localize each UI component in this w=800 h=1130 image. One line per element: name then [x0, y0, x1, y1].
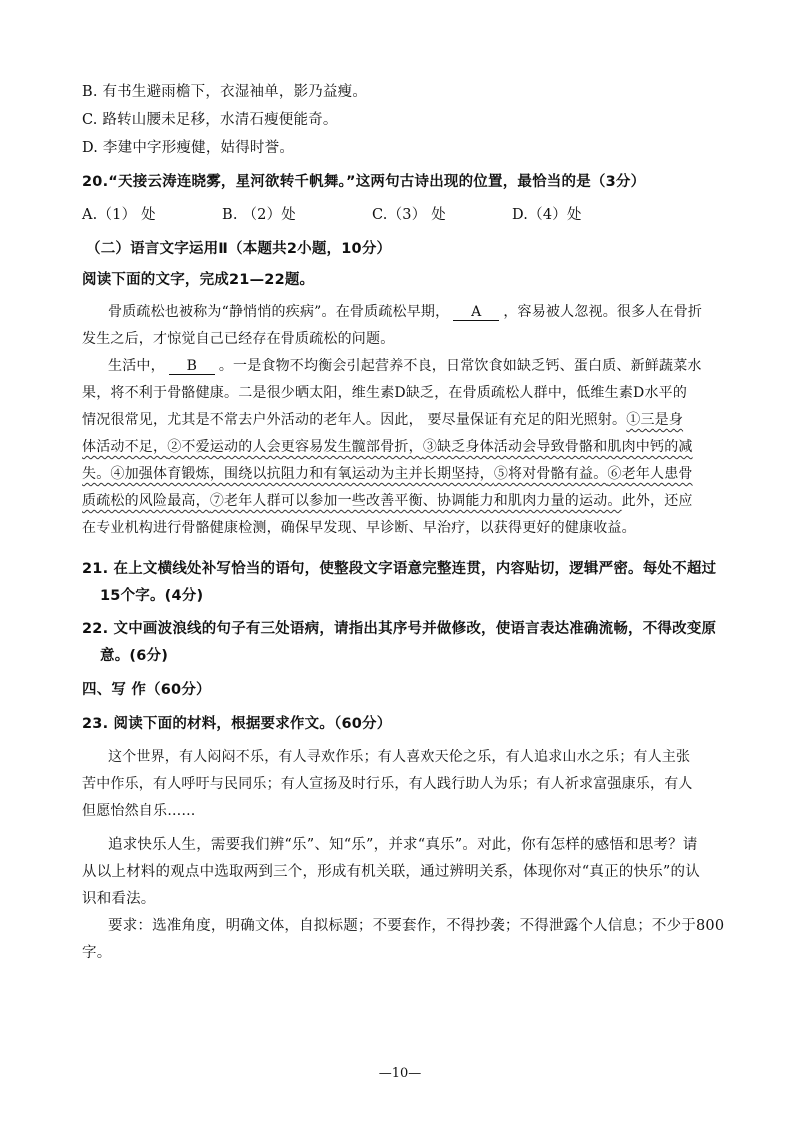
- wavy-sentence-2: ②不爱运动的人会更容易发生髋部骨折，: [167, 439, 423, 455]
- q23-requirements-line2: 字。: [82, 945, 112, 961]
- passage-p2-line3: [82, 409, 683, 429]
- q23-stem: 23. 阅读下面的材料，根据要求作文。（60分）: [82, 716, 392, 732]
- q23-task-line1: 追求快乐人生，需要我们辨“乐”、知“乐”，并求“真乐”。对此，你有怎样的感悟和思考？请: [108, 837, 698, 853]
- q23-task-line3: 识和看法。: [82, 891, 156, 907]
- passage-text: 此外，还应: [621, 493, 693, 509]
- wavy-sentence-7: ⑦老年人群可以参加一些改善平衡、协调能力和肌肉力量的运动。: [209, 493, 622, 509]
- passage-p2-line2: 果，将不利于骨骼健康。二是很少晒太阳，维生素D缺乏，在骨质疏松人群中，低维生素D水平的: [82, 385, 688, 401]
- passage-text: 生活中，: [108, 358, 165, 374]
- wavy-sentence-4: ④加强体育锻炼，围绕以抗阻力和有氧运动为主并长期坚持，: [110, 466, 494, 482]
- wavy-sentence-3-cont: 失。: [82, 466, 111, 482]
- q20-option-d: D.（4）处: [512, 207, 582, 223]
- passage-p2-line5: [82, 463, 693, 483]
- passage-text: 骨质疏松也被称为“静悄悄的疾病”。在骨质疏松早期，: [108, 304, 450, 320]
- q23-material-line3: 但愿怡然自乐……: [82, 803, 196, 819]
- passage-p2-line7: 在专业机构进行骨骼健康检测，确保早发现、早诊断、早治疗，以获得更好的健康收益。: [82, 520, 636, 536]
- q23-requirements-line1: 要求：选准角度，明确文体，自拟标题；不要套作，不得抄袭；不得泄露个人信息；不少于800: [108, 918, 725, 934]
- q19-option-d: D. 李建中字形瘦健，姑得时誉。: [82, 140, 295, 156]
- wavy-sentence-5: ⑤将对骨骼有益。: [493, 466, 608, 482]
- q20-options: [82, 203, 582, 224]
- q22-line2: 意。(6分): [100, 648, 169, 664]
- passage-p2-line1: [108, 355, 702, 375]
- passage-p2-line4: [82, 436, 693, 456]
- page-number: —10—: [378, 1066, 422, 1081]
- passage-p2-line6: [82, 490, 693, 510]
- q20-stem: 20.“天接云涛连晓雾，星河欲转千帆舞。”这两句古诗出现的位置，最恰当的是（3分）: [82, 174, 646, 190]
- passage-p1-line2: 发生之后，才惊觉自己已经存在骨质疏松的问题。: [82, 331, 395, 347]
- q23-material-line1: 这个世界，有人闷闷不乐，有人寻欢作乐；有人喜欢天伦之乐，有人追求山水之乐；有人主张: [108, 749, 691, 765]
- blank-b: B: [169, 358, 215, 375]
- q20-option-a: A.（1） 处: [82, 207, 156, 223]
- q21-line2: 15个字。(4分): [100, 588, 204, 604]
- wavy-sentence-1-cont: 体活动不足，: [82, 439, 168, 455]
- wavy-sentence-6: ⑥老年人患骨: [607, 466, 693, 482]
- q23-material-line2: 苦中作乐，有人呼吁与民同乐；有人宣扬及时行乐，有人践行助人为乐；有人祈求富强康乐，有人: [82, 776, 693, 792]
- passage-text: 。一是食物不均衡会引起营养不良，日常饮食如缺乏钙、蛋白质、新鲜蔬菜水: [218, 358, 702, 374]
- wavy-sentence-3: ③缺乏身体活动会导致骨骼和肌肉中钙的减: [422, 439, 693, 455]
- section4-title: 四、写 作（60分）: [82, 682, 211, 698]
- q23-task-line2: 从以上材料的观点中选取两到三个，形成有机关联，通过辨明关系，体现你对“真正的快乐”的认: [82, 864, 700, 880]
- section2-instruction: 阅读下面的文字，完成21—22题。: [82, 272, 315, 288]
- passage-text: ，容易被人忽视。很多人在骨折: [503, 304, 703, 320]
- q20-option-b: B. （2）处: [222, 207, 296, 223]
- wavy-sentence-1: ①三是身: [626, 412, 684, 428]
- section2-title: （二）语言文字运用Ⅱ（本题共2小题，10分）: [86, 241, 392, 257]
- q19-option-c: C. 路转山腰未足移，水清石瘦便能奇。: [82, 112, 338, 128]
- passage-p1-line1: [108, 301, 702, 321]
- q22-line1: 22. 文中画波浪线的句子有三处语病，请指出其序号并做修改，使语言表达准确流畅，不得改变原: [82, 621, 717, 637]
- q21-line1: 21. 在上文横线处补写恰当的语句，使整段文字语意完整连贯，内容贴切，逻辑严密。每处不超过: [82, 561, 717, 577]
- wavy-sentence-6-cont: 质疏松的风险最高，: [82, 493, 210, 509]
- passage-text: 情况很常见，尤其是不常去户外活动的老年人。因此， 要尽量保证有充足的阳光照射。: [82, 412, 627, 428]
- q19-option-b: B. 有书生避雨檐下，衣湿袖单，影乃益瘦。: [82, 84, 368, 100]
- q20-option-c: C.（3） 处: [372, 207, 446, 223]
- blank-a: A: [453, 304, 499, 321]
